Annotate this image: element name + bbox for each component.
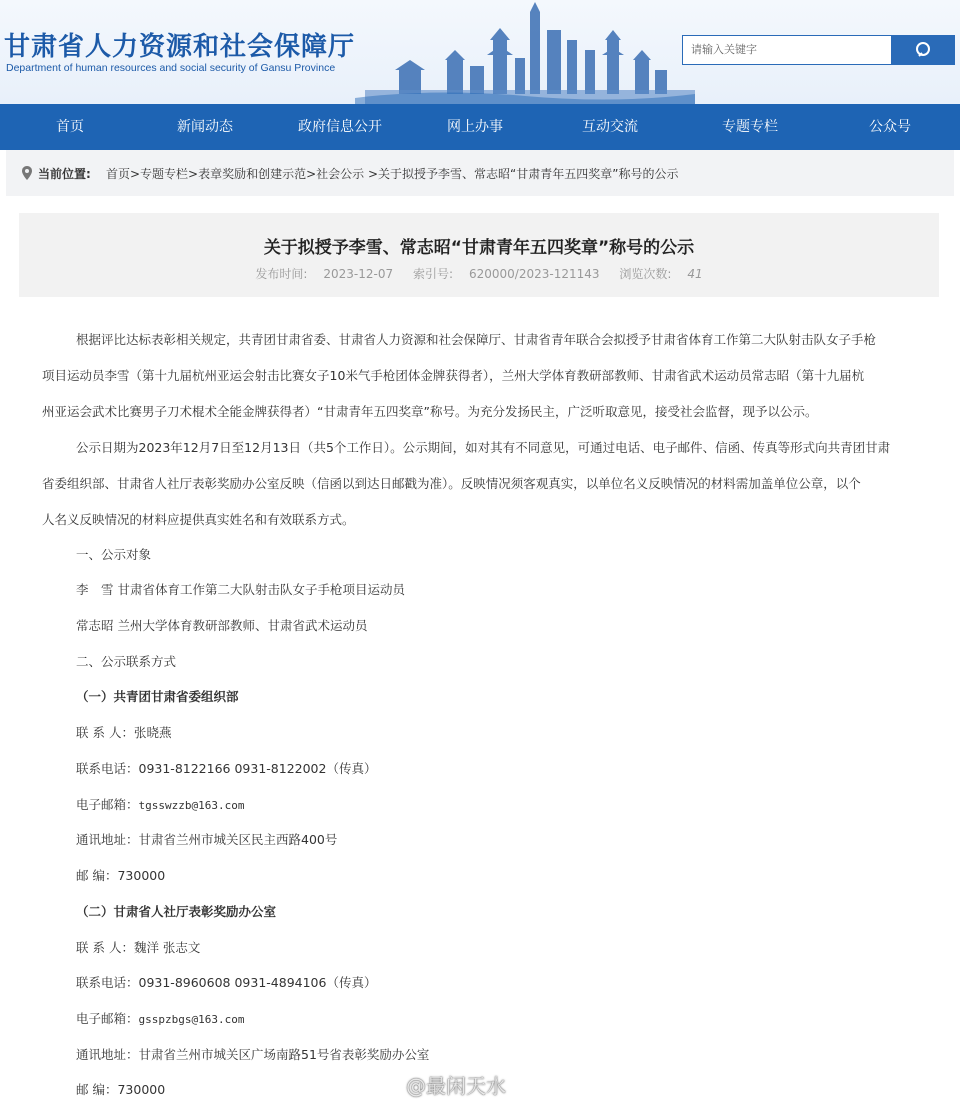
publish-date: 2023-12-07 bbox=[323, 267, 394, 281]
contact-org-1-name: （一）共青团甘肃省委组织部 bbox=[76, 689, 239, 704]
honoree-1: 李 雪 甘肃省体育工作第二大队射击队女子手枪项目运动员 bbox=[76, 582, 405, 597]
location-pin-icon bbox=[22, 166, 32, 180]
contact-org-2-person: 联 系 人：魏洋 张志文 bbox=[76, 940, 201, 955]
nav-item-interaction[interactable]: 互动交流 bbox=[582, 119, 638, 135]
section-heading-1: 一、公示对象 bbox=[76, 547, 152, 562]
index-number: 620000/2023-121143 bbox=[468, 267, 600, 281]
contact-org-1-email[interactable]: tgsswzzb@163.com bbox=[138, 799, 245, 812]
contact-org-2-email-row bbox=[76, 1009, 244, 1027]
breadcrumb-label: 当前位置: bbox=[38, 167, 91, 181]
section-heading-2: 二、公示联系方式 bbox=[76, 654, 177, 669]
contact-org-1-email-row bbox=[76, 795, 244, 813]
nav-item-special[interactable]: 专题专栏 bbox=[722, 119, 778, 135]
contact-org-2-zip: 邮 编：730000 bbox=[76, 1082, 166, 1097]
city-skyline-illustration bbox=[355, 0, 695, 104]
main-nav bbox=[0, 104, 960, 150]
index-label: 索引号: bbox=[412, 267, 453, 281]
email-label: 电子邮箱： bbox=[76, 1011, 139, 1026]
paragraph-2-line-3: 人名义反映情况的材料应提供真实姓名和有效联系方式。 bbox=[42, 512, 355, 527]
contact-org-1-person: 联 系 人：张晓燕 bbox=[76, 725, 172, 740]
weibo-watermark bbox=[404, 1070, 506, 1099]
contact-org-1-phone: 联系电话：0931-8122166 0931-8122002（传真） bbox=[76, 761, 377, 776]
contact-org-1-zip: 邮 编：730000 bbox=[76, 868, 166, 883]
view-count: 41 bbox=[687, 267, 703, 281]
contact-org-1-address: 通讯地址：甘肃省兰州市城关区民主西路400号 bbox=[76, 832, 338, 847]
watermark-text: @最闲天水 bbox=[406, 1074, 506, 1098]
paragraph-1-line-2: 项目运动员李雪（第十九届杭州亚运会射击比赛女子10米气手枪团体金牌获得者），兰州大学体育教研部教师、甘肃省武术运动员常志昭（第十九届杭 bbox=[42, 368, 865, 383]
breadcrumb bbox=[6, 150, 954, 196]
breadcrumb-path[interactable]: 首页>专题专栏>表章奖励和创建示范>社会公示 >关于拟授予李雪、常志昭“甘肃青年五四奖章”称号的公示 bbox=[106, 167, 679, 181]
nav-item-news[interactable]: 新闻动态 bbox=[177, 119, 233, 135]
paragraph-1-line-1: 根据评比达标表彰相关规定，共青团甘肃省委、甘肃省人力资源和社会保障厅、甘肃省青年联合会拟授予甘肃省体育工作第二大队射击队女子手枪 bbox=[76, 332, 877, 347]
honoree-2: 常志昭 兰州大学体育教研部教师、甘肃省武术运动员 bbox=[76, 618, 368, 633]
search-button[interactable] bbox=[891, 35, 955, 65]
search-input[interactable]: 请输入关键字 bbox=[682, 35, 892, 65]
nav-item-home[interactable]: 首页 bbox=[56, 119, 84, 135]
site-subtitle: Department of human resources and social security of Gansu Province bbox=[6, 62, 336, 74]
contact-org-2-phone: 联系电话：0931-8960608 0931-4894106（传真） bbox=[76, 975, 377, 990]
email-label: 电子邮箱： bbox=[76, 797, 139, 812]
views-label: 浏览次数: bbox=[619, 267, 672, 281]
paragraph-2-line-2: 省委组织部、甘肃省人社厅表彰奖励办公室反映（信函以到达日邮戳为准）。反映情况须客观真实，以单位名义反映情况的材料需加盖单位公章，以个 bbox=[42, 476, 861, 491]
contact-org-2-name: （二）甘肃省人社厅表彰奖励办公室 bbox=[76, 904, 277, 919]
nav-item-gov-info[interactable]: 政府信息公开 bbox=[298, 119, 382, 135]
site-title[interactable]: 甘肃省人力资源和社会保障厅 bbox=[4, 32, 356, 62]
article-title: 关于拟授予李雪、常志昭“甘肃青年五四奖章”称号的公示 bbox=[263, 238, 695, 258]
article-meta bbox=[19, 265, 939, 282]
contact-org-2-email[interactable]: gsspzbgs@163.com bbox=[138, 1013, 245, 1026]
publish-date-label: 发布时间: bbox=[255, 267, 308, 281]
article-header bbox=[19, 213, 939, 297]
nav-item-official-account[interactable]: 公众号 bbox=[869, 119, 911, 135]
site-header bbox=[0, 0, 960, 104]
nav-item-online-service[interactable]: 网上办事 bbox=[447, 119, 503, 135]
paragraph-2-line-1: 公示日期为2023年12月7日至12月13日（共5个工作日）。公示期间，如对其有不同意见，可通过电话、电子邮件、信函、传真等形式向共青团甘肃 bbox=[76, 440, 891, 455]
paragraph-1-line-3: 州亚运会武术比赛男子刀术棍术全能金牌获得者）“甘肃青年五四奖章”称号。为充分发扬民主，广泛听取意见，接受社会监督，现予以公示。 bbox=[42, 404, 818, 419]
contact-org-2-address: 通讯地址：甘肃省兰州市城关区广场南路51号省表彰奖励办公室 bbox=[76, 1047, 430, 1062]
search-icon bbox=[914, 41, 932, 59]
